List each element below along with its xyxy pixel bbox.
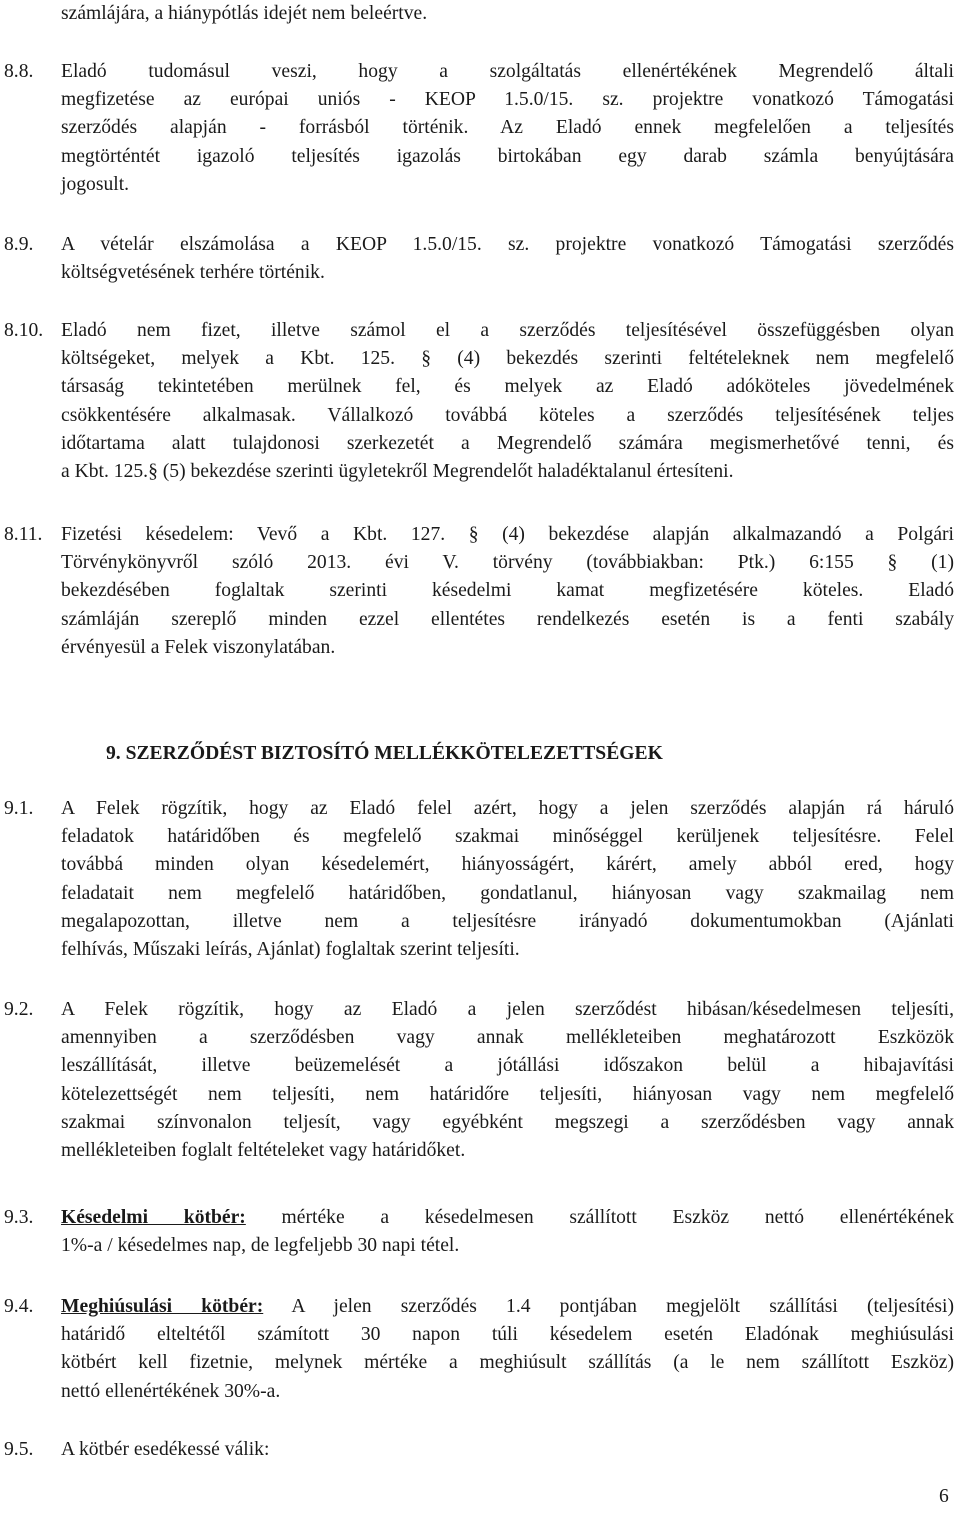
late-penalty-label: Késedelmi kötbér:: [61, 1207, 246, 1228]
paragraph-number: 9.5.: [4, 1439, 34, 1460]
paragraph-number: 8.11.: [4, 524, 43, 545]
text-line: Eladó tudomásul veszi, hogy a szolgáltatás ellenértékének Megrendelő általi: [61, 61, 954, 82]
text-line: [61, 1204, 954, 1232]
text-line: időtartama alatt tulajdonosi szerkezetét a Megrendelő számára megismerhetővé tenni, és: [61, 432, 954, 454]
text-line: Eladó nem fizet, illetve számol el a szerződés teljesítésével összefüggésben olyan: [61, 320, 954, 341]
text-line: jogosult.: [61, 173, 130, 195]
text-line: mellékleteiben foglalt feltételeket vagy határidőket.: [61, 1139, 466, 1161]
text-segment: mértéke a késedelmesen szállított Eszköz nettó ellenértékének: [245, 1207, 954, 1228]
text-line: feladatait nem megfelelő határidőben, gondatlanul, hiányosan vagy szakmailag nem: [61, 882, 954, 904]
section-9-heading: 9. SZERZŐDÉST BIZTOSÍTÓ MELLÉKKÖTELEZETTSÉGEK: [106, 743, 663, 764]
text-segment: A jelen szerződés 1.4 pontjában megjelölt szállítási (teljesítési): [263, 1296, 955, 1317]
text-line: szerződés alapján - forrásból történik. Az Eladó ennek megfelelően a teljesítés: [61, 117, 954, 139]
text-line: Fizetési késedelem: Vevő a Kbt. 127. § (4) bekezdése alapján alkalmazandó a Polgári: [61, 524, 954, 545]
failure-penalty-label: Meghiúsulási kötbér:: [61, 1296, 264, 1317]
text-line: [61, 1293, 954, 1321]
text-line: társaság tekintetében merülnek fel, és melyek az Eladó adóköteles jövedelmének: [61, 376, 954, 398]
text-line: A Felek rögzítik, hogy az Eladó felel azért, hogy a jelen szerződés alapján rá háruló: [61, 798, 954, 819]
text-line: A Felek rögzítik, hogy az Eladó a jelen szerződést hibásan/késedelmesen teljesíti,: [61, 999, 954, 1020]
text-line: A kötbér esedékessé válik:: [61, 1439, 270, 1460]
paragraph-number: 8.8.: [4, 61, 34, 82]
text-line: megalapozottan, illetve nem a teljesítésre irányadó dokumentumokban (Ajánlati: [61, 910, 954, 932]
page-number: 6: [939, 1486, 949, 1507]
text-line: A vételár elszámolása a KEOP 1.5.0/15. sz. projektre vonatkozó Támogatási szerződés: [61, 234, 954, 255]
text-line: költségeket, melyek a Kbt. 125. § (4) bekezdés szerinti feltételeknek nem megfelelő: [61, 348, 954, 370]
text-line: feladatok határidőben és megfelelő szakmai minőséggel kerüljenek teljesítésre. Felel: [61, 826, 954, 848]
text-line: bekezdésében foglaltak szerinti késedelmi kamat megfizetésére köteles. Eladó: [61, 580, 954, 602]
paragraph-number: 8.10.: [4, 320, 44, 341]
text-line: érvényesül a Felek viszonylatában.: [61, 636, 336, 658]
text-line: 1%-a / késedelmes nap, de legfeljebb 30 napi tétel.: [61, 1235, 460, 1257]
text-line: kötelezettségét nem teljesíti, nem határidőre teljesíti, hiányosan vagy nem megfelelő: [61, 1083, 954, 1105]
text-line: Törvénykönyvről szóló 2013. évi V. törvény (továbbiakban: Ptk.) 6:155 § (1): [61, 552, 954, 574]
text-line: csökkentésére alkalmasak. Vállalkozó továbbá köteles a szerződés teljesítésének teljes: [61, 404, 954, 426]
text-line: szakmai színvonalon teljesít, vagy egyébként megszegi a szerződésben vagy annak: [61, 1111, 954, 1133]
intro-text: számlájára, a hiánypótlás idejét nem beleértve.: [61, 3, 428, 24]
paragraph-number: 9.4.: [4, 1296, 34, 1317]
paragraph-number: 8.9.: [4, 234, 34, 255]
text-line: megtörténtét igazoló teljesítés igazolás birtokában egy darab számla benyújtására: [61, 145, 954, 167]
text-line: számláján szereplő minden ezzel ellentétes rendelkezés esetén is a fenti szabály: [61, 608, 954, 630]
paragraph-number: 9.1.: [4, 798, 34, 819]
text-line: a Kbt. 125.§ (5) bekezdése szerinti ügyletekről Megrendelőt haladéktalanul értesíteni.: [61, 460, 734, 482]
text-line: nettó ellenértékének 30%-a.: [61, 1380, 281, 1402]
text-line: amennyiben a szerződésben vagy annak mellékleteiben meghatározott Eszközök: [61, 1027, 954, 1049]
text-line: továbbá minden olyan késedelemért, hiányosságért, kárért, amely abból ered, hogy: [61, 854, 954, 876]
text-line: megfizetése az európai uniós - KEOP 1.5.0/15. sz. projektre vonatkozó Támogatási: [61, 89, 954, 111]
text-line: kötbért kell fizetnie, melynek mértéke a meghiúsult szállítás (a le nem szállított Eszköz): [61, 1352, 954, 1374]
text-line: felhívás, Műszaki leírás, Ajánlat) foglaltak szerint teljesíti.: [61, 938, 520, 960]
paragraph-number: 9.2.: [4, 999, 34, 1020]
text-line: leszállítását, illetve beüzemelését a jótállási időszakon belül a hibajavítási: [61, 1055, 954, 1077]
text-line: költségvetésének terhére történik.: [61, 262, 325, 284]
paragraph-number: 9.3.: [4, 1207, 34, 1228]
text-line: határidő elteltétől számított 30 napon túli késedelem esetén Eladónak meghiúsulási: [61, 1324, 954, 1346]
